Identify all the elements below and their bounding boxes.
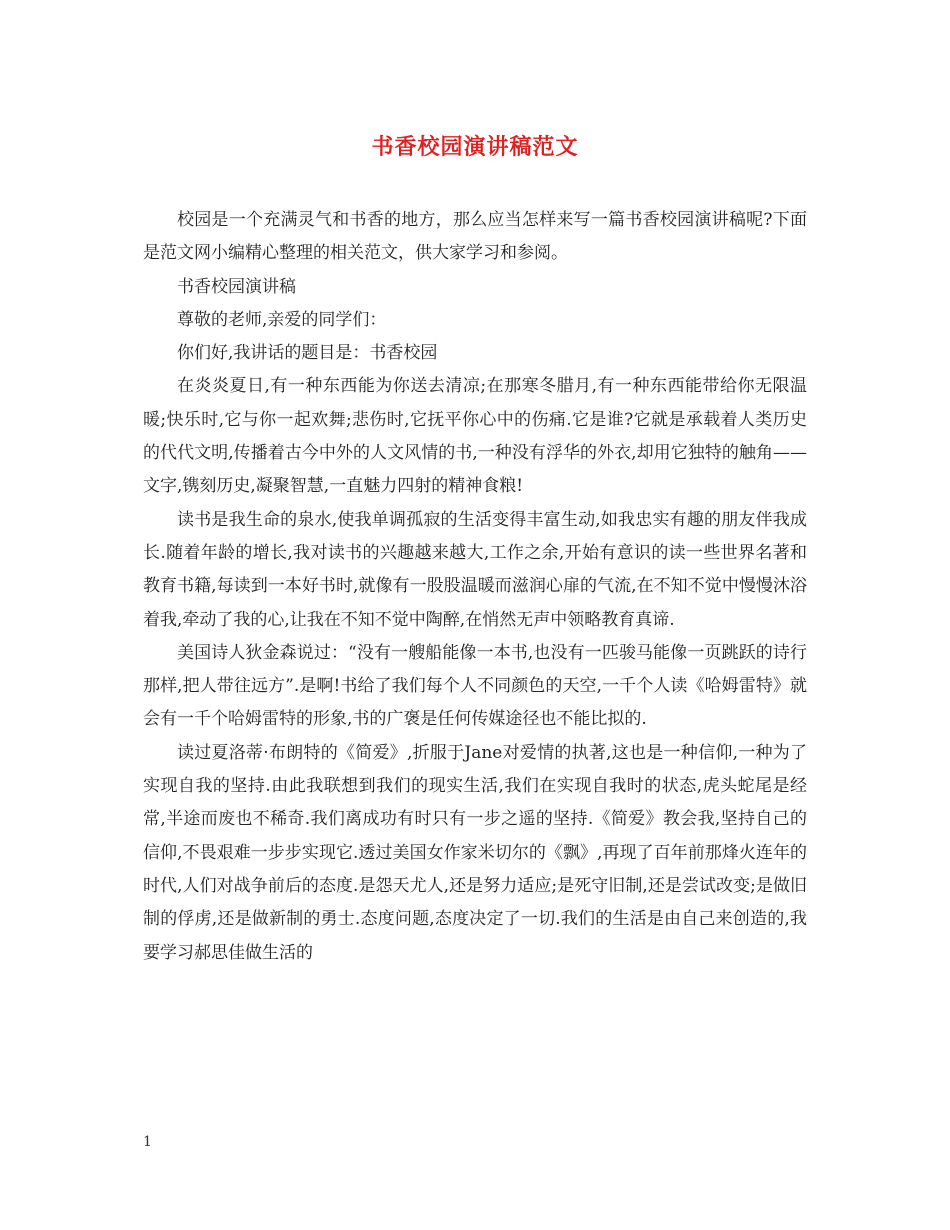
- page-number: 1: [143, 1134, 152, 1150]
- paragraph-speech-heading: 书香校园演讲稿: [177, 276, 296, 297]
- paragraph-topic: 你们好,我讲话的题目是：书香校园: [177, 343, 438, 364]
- paragraph-greeting: 尊敬的老师,亲爱的同学们：: [177, 309, 387, 330]
- paragraph-body-3: 美国诗人狄金森说过：“没有一艘船能像一本书,也没有一匹骏马能像一页跳跃的诗行那样,把人带往远方”.是啊!书给了我们每个人不同颜色的天空,一千个人读《哈姆雷特》就会有一千个哈姆雷特的形象,书的广褒是任何传媒途径也不能比拟的.: [143, 642, 807, 730]
- document-body: [143, 204, 807, 970]
- paragraph-body-2: 读书是我生命的泉水,使我单调孤寂的生活变得丰富生动,如我忠实有趣的朋友伴我成长.随着年龄的增长,我对读书的兴趣越来越大,工作之余,开始有意识的读一些世界名著和教育书籍,每读到一本好书时,就像有一股股温暖而滋润心扉的气流,在不知不觉中慢慢沐浴着我,牵动了我的心,让我在不知不觉中陶醉,在悄然无声中领略教育真谛.: [143, 509, 807, 630]
- document-title: 书香校园演讲稿范文: [371, 134, 579, 160]
- paragraph-body-4: 读过夏洛蒂·布朗特的《简爱》,折服于Jane对爱情的执著,这也是一种信仰,一种为了实现自我的坚持.由此我联想到我们的现实生活,我们在实现自我时的状态,虎头蛇尾是经常,半途而废也不稀奇.我们离成功有时只有一步之遥的坚持.《简爱》教会我,坚持自己的信仰,不畏艰难一步步实现它.透过美国女作家米切尔的《飘》,再现了百年前那烽火连年的时代,人们对战争前后的态度.是怨天尤人,还是努力适应;是死守旧制,还是尝试改变;是做旧制的俘虏,还是做新制的勇士.态度问题,态度决定了一切.我们的生活是由自己来创造的,我要学习郝思佳做生活的: [143, 742, 807, 963]
- paragraph-body-1: 在炎炎夏日,有一种东西能为你送去清凉;在那寒冬腊月,有一种东西能带给你无限温暖;快乐时,它与你一起欢舞;悲伤时,它抚平你心中的伤痛.它是谁?它就是承载着人类历史的代代文明,传播着古今中外的人文风情的书,一种没有浮华的外衣,却用它独特的触角——文字,镌刻历史,凝聚智慧,一直魅力四射的精神食粮!: [143, 376, 807, 497]
- paragraph-intro: 校园是一个充满灵气和书香的地方，那么应当怎样来写一篇书香校园演讲稿呢?下面是范文网小编精心整理的相关范文，供大家学习和参阅。: [143, 210, 807, 264]
